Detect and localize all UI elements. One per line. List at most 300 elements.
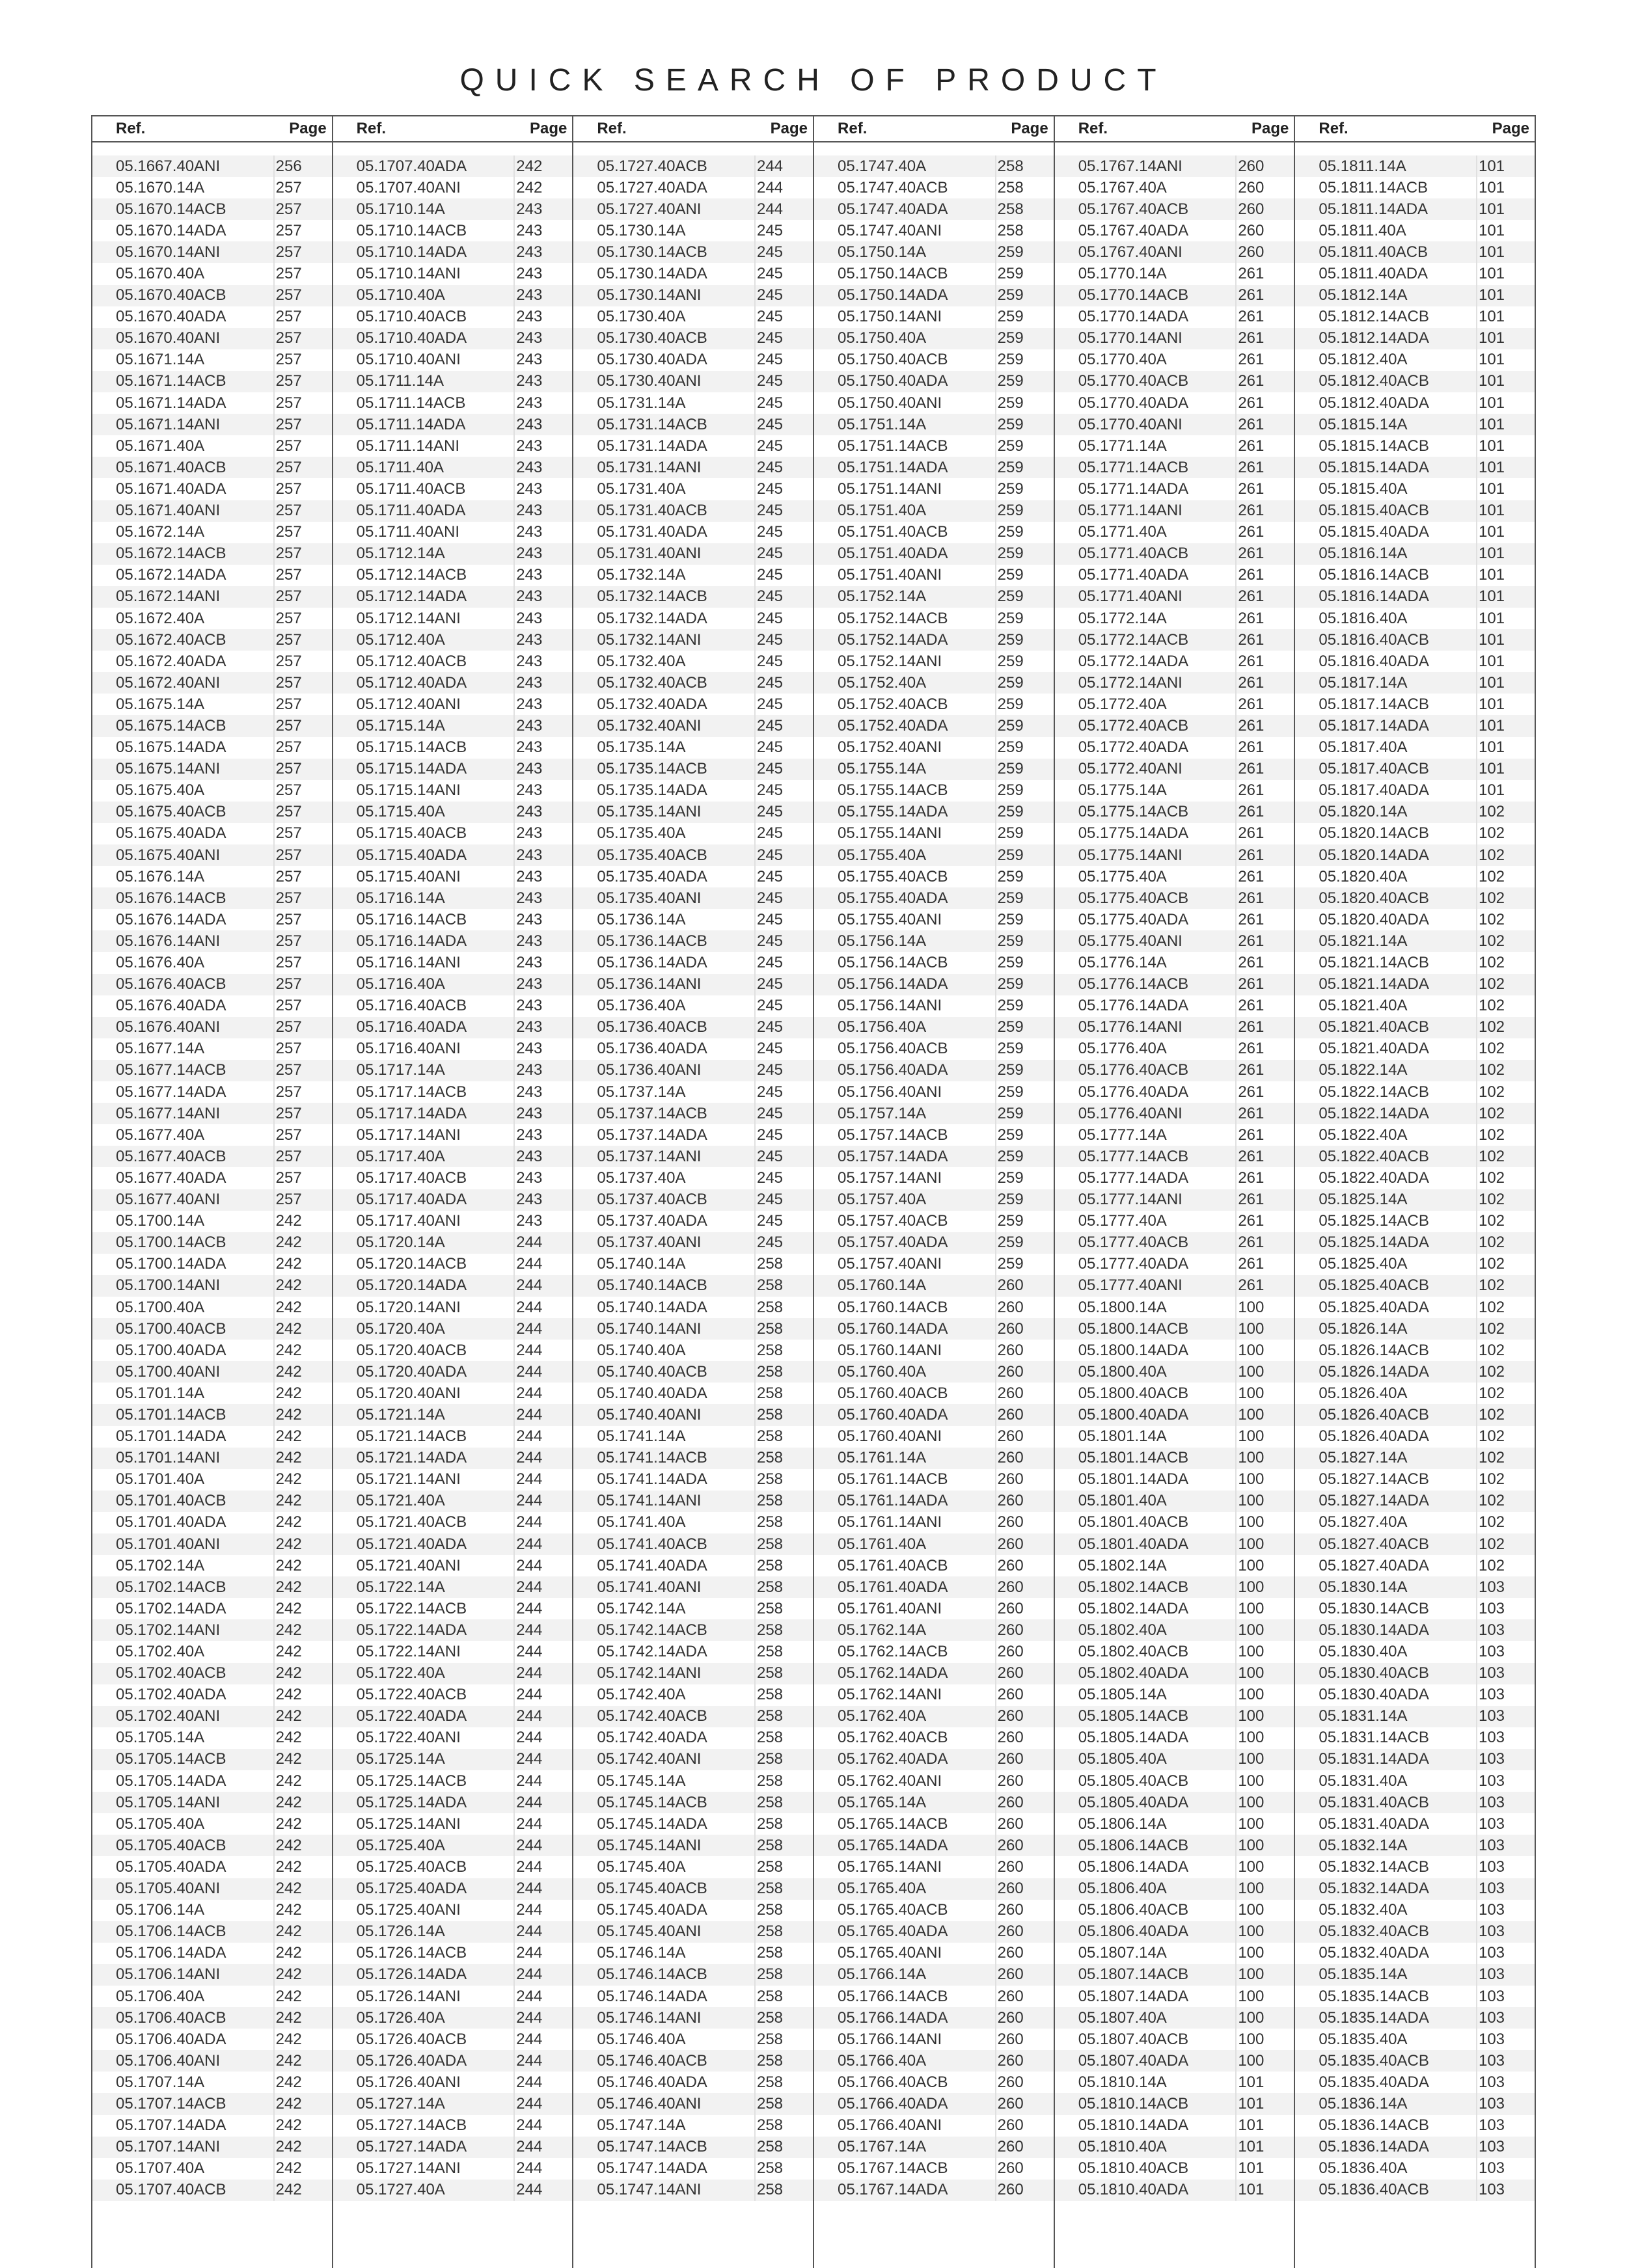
ref-cell: 05.1762.40A — [838, 1707, 927, 1725]
table-row — [92, 1124, 332, 1146]
page-cell: 261 — [1235, 737, 1294, 759]
ref-cell: 05.1830.40ADA — [1319, 1686, 1429, 1704]
page-cell: 259 — [995, 263, 1054, 284]
ref-cell: 05.1812.14ACB — [1319, 308, 1429, 326]
page-cell: 243 — [513, 995, 572, 1017]
table-row — [333, 1856, 573, 1878]
table-row — [573, 2093, 813, 2114]
table-row — [573, 1619, 813, 1641]
table-row — [1295, 155, 1535, 177]
ref-cell: 05.1740.40ADA — [597, 1384, 707, 1402]
ref-cell: 05.1731.14A — [597, 394, 686, 412]
page-cell: 242 — [273, 2115, 332, 2137]
table-row — [573, 1964, 813, 1986]
page-cell: 257 — [273, 1060, 332, 1081]
page-cell: 245 — [754, 522, 813, 543]
page-cell: 257 — [273, 629, 332, 651]
page-cell: 260 — [995, 1318, 1054, 1340]
table-row — [814, 392, 1054, 414]
page-cell: 259 — [995, 1038, 1054, 1060]
ref-header: Ref. — [1078, 120, 1108, 137]
table-row — [1055, 1340, 1294, 1361]
page-cell: 257 — [273, 478, 332, 500]
table-row — [333, 651, 573, 672]
ref-cell: 05.1675.14ANI — [116, 760, 221, 778]
ref-cell: 05.1766.14ANI — [838, 2030, 942, 2048]
page-cell: 260 — [995, 1555, 1054, 1576]
table-row — [1295, 1641, 1535, 1662]
table-row — [1295, 2093, 1535, 2114]
table-row — [1055, 780, 1294, 802]
table-row — [1055, 2093, 1294, 2114]
table-row — [1055, 1081, 1294, 1103]
table-row — [1295, 1663, 1535, 1684]
table-row — [814, 1383, 1054, 1404]
ref-cell: 05.1727.40ADA — [597, 178, 707, 196]
table-row — [1295, 866, 1535, 887]
ref-cell: 05.1715.14A — [356, 716, 445, 735]
ref-cell: 05.1735.40ACB — [597, 846, 707, 864]
page-cell: 244 — [513, 1706, 572, 1727]
page-cell: 260 — [995, 1469, 1054, 1491]
table-row — [1055, 952, 1294, 973]
page-cell: 244 — [513, 1598, 572, 1619]
table-row — [814, 802, 1054, 823]
page-cell: 259 — [995, 909, 1054, 930]
page-cell: 258 — [754, 2029, 813, 2050]
ref-cell: 05.1707.40A — [116, 2159, 205, 2178]
page-cell: 100 — [1235, 2029, 1294, 2050]
table-row — [1295, 198, 1535, 220]
ref-cell: 05.1815.40ADA — [1319, 523, 1429, 541]
ref-cell: 05.1732.40A — [597, 652, 686, 670]
ref-cell: 05.1725.40ADA — [356, 1880, 467, 1898]
ref-cell: 05.1716.40ANI — [356, 1040, 461, 1058]
page-cell: 102 — [1476, 909, 1535, 930]
page-cell: 243 — [513, 1038, 572, 1060]
ref-cell: 05.1752.40ANI — [838, 738, 942, 757]
ref-cell: 05.1821.14ADA — [1319, 975, 1429, 993]
ref-cell: 05.1732.40ANI — [597, 716, 702, 735]
page-cell: 243 — [513, 1017, 572, 1038]
table-row — [814, 930, 1054, 952]
ref-cell: 05.1767.14ADA — [838, 2181, 948, 2199]
table-row — [333, 1555, 573, 1576]
page-cell: 260 — [995, 1813, 1054, 1835]
table-row — [1295, 2180, 1535, 2201]
page-cell: 243 — [513, 759, 572, 780]
page-cell: 245 — [754, 1167, 813, 1189]
page-cell: 260 — [995, 1900, 1054, 1921]
ref-cell: 05.1822.40A — [1319, 1126, 1408, 1144]
page-cell: 260 — [995, 1361, 1054, 1383]
ref-cell: 05.1836.40ACB — [1319, 2181, 1429, 2199]
table-row — [92, 349, 332, 371]
table-row — [1295, 1684, 1535, 1706]
table-row — [1055, 715, 1294, 736]
table-row — [573, 1878, 813, 1900]
ref-cell: 05.1741.14ANI — [597, 1492, 702, 1510]
table-row — [1055, 543, 1294, 565]
ref-cell: 05.1720.40ANI — [356, 1384, 461, 1402]
ref-cell: 05.1772.40ADA — [1078, 738, 1189, 757]
page-cell: 245 — [754, 478, 813, 500]
table-row — [92, 1900, 332, 1921]
page-cell: 257 — [273, 198, 332, 220]
table-row — [333, 1619, 573, 1641]
ref-cell: 05.1701.14ACB — [116, 1405, 226, 1424]
table-row — [814, 2007, 1054, 2029]
page-cell: 260 — [995, 2137, 1054, 2158]
table-row — [92, 1340, 332, 1361]
table-row — [573, 478, 813, 500]
ref-cell: 05.1827.40ACB — [1319, 1535, 1429, 1553]
page-cell: 257 — [273, 909, 332, 930]
ref-cell: 05.1721.14ADA — [356, 1449, 467, 1467]
ref-cell: 05.1831.14A — [1319, 1707, 1408, 1725]
page-cell: 245 — [754, 457, 813, 478]
page-cell: 245 — [754, 586, 813, 608]
table-row — [1295, 1533, 1535, 1555]
table-row — [573, 1254, 813, 1275]
ref-cell: 05.1760.40ACB — [838, 1384, 948, 1402]
page-cell: 260 — [995, 1663, 1054, 1684]
table-row — [1295, 1727, 1535, 1749]
ref-cell: 05.1761.14A — [838, 1449, 927, 1467]
table-row — [814, 1167, 1054, 1189]
ref-cell: 05.1725.40ACB — [356, 1857, 467, 1876]
ref-cell: 05.1737.40A — [597, 1168, 686, 1187]
ref-cell: 05.1705.40ACB — [116, 1836, 226, 1854]
ref-cell: 05.1716.14ACB — [356, 910, 467, 928]
ref-cell: 05.1800.40A — [1078, 1362, 1167, 1381]
ref-cell: 05.1801.40A — [1078, 1492, 1167, 1510]
ref-cell: 05.1756.14ADA — [838, 975, 948, 993]
page-cell: 103 — [1476, 1856, 1535, 1878]
table-row — [92, 1211, 332, 1232]
table-row — [92, 1706, 332, 1727]
ref-cell: 05.1736.40ANI — [597, 1061, 702, 1079]
ref-cell: 05.1761.40ANI — [838, 1599, 942, 1617]
table-row — [333, 672, 573, 694]
page-cell: 244 — [513, 1964, 572, 1986]
ref-cell: 05.1740.14A — [597, 1255, 686, 1273]
page-header: Page — [529, 120, 567, 137]
index-column — [814, 116, 1055, 2268]
page-cell: 102 — [1476, 1189, 1535, 1211]
ref-cell: 05.1757.14ADA — [838, 1147, 948, 1165]
ref-cell: 05.1836.14ADA — [1319, 2138, 1429, 2156]
page-cell: 242 — [273, 2180, 332, 2201]
table-row — [573, 2180, 813, 2201]
page-cell: 101 — [1476, 522, 1535, 543]
table-row — [92, 1727, 332, 1749]
table-row — [92, 371, 332, 392]
ref-cell: 05.1760.40ANI — [838, 1427, 942, 1446]
ref-cell: 05.1711.14ACB — [356, 394, 466, 412]
page-cell: 261 — [1235, 1017, 1294, 1038]
page-cell: 242 — [273, 1297, 332, 1318]
table-row — [573, 1383, 813, 1404]
page-cell: 101 — [1476, 220, 1535, 241]
ref-cell: 05.1816.14ADA — [1319, 587, 1429, 606]
table-row — [1055, 155, 1294, 177]
page-cell: 261 — [1235, 909, 1294, 930]
table-row — [1295, 371, 1535, 392]
page-cell: 261 — [1235, 1254, 1294, 1275]
ref-cell: 05.1747.14ADA — [597, 2159, 707, 2178]
table-row — [333, 1038, 573, 1060]
ref-cell: 05.1727.40A — [356, 2181, 445, 2199]
ref-cell: 05.1742.40ADA — [597, 1729, 707, 1747]
page-cell: 260 — [995, 1448, 1054, 1469]
page-cell: 258 — [754, 1856, 813, 1878]
ref-cell: 05.1702.40A — [116, 1643, 205, 1661]
ref-cell: 05.1725.40ANI — [356, 1901, 461, 1919]
ref-cell: 05.1765.40ADA — [838, 1923, 948, 1941]
table-row — [1055, 1448, 1294, 1469]
ref-cell: 05.1721.40ANI — [356, 1556, 461, 1574]
ref-cell: 05.1705.14ADA — [116, 1772, 226, 1790]
ref-cell: 05.1825.14ACB — [1319, 1212, 1429, 1230]
table-row — [92, 1275, 332, 1297]
page-cell: 242 — [273, 1749, 332, 1770]
ref-cell: 05.1705.14ACB — [116, 1750, 226, 1768]
page-cell: 242 — [273, 1943, 332, 1964]
ref-cell: 05.1726.14ADA — [356, 1965, 467, 1984]
ref-cell: 05.1762.40ANI — [838, 1772, 942, 1790]
page-cell: 102 — [1476, 930, 1535, 952]
table-row — [573, 1749, 813, 1770]
ref-cell: 05.1757.14ACB — [838, 1126, 948, 1144]
table-row — [333, 1383, 573, 1404]
table-row — [1055, 2072, 1294, 2093]
table-row — [573, 1124, 813, 1146]
page-cell: 100 — [1235, 1533, 1294, 1555]
page-cell: 244 — [513, 2072, 572, 2093]
ref-cell: 05.1770.14ACB — [1078, 286, 1189, 304]
table-row — [333, 2093, 573, 2114]
ref-cell: 05.1800.14ACB — [1078, 1319, 1189, 1338]
ref-cell: 05.1767.14A — [838, 2138, 927, 2156]
table-row — [814, 478, 1054, 500]
ref-cell: 05.1772.40ACB — [1078, 716, 1189, 735]
page-cell: 101 — [1476, 651, 1535, 672]
ref-cell: 05.1807.14A — [1078, 1944, 1167, 1962]
table-row — [573, 1297, 813, 1318]
page-cell: 100 — [1235, 1770, 1294, 1792]
ref-cell: 05.1705.40ANI — [116, 1880, 221, 1898]
page-cell: 259 — [995, 1189, 1054, 1211]
table-row — [573, 629, 813, 651]
ref-cell: 05.1736.14ACB — [597, 932, 707, 950]
table-row — [92, 737, 332, 759]
page-cell: 243 — [513, 715, 572, 736]
ref-cell: 05.1700.14A — [116, 1212, 205, 1230]
page-cell: 244 — [513, 1835, 572, 1856]
table-row — [333, 1103, 573, 1124]
page-cell: 244 — [513, 2007, 572, 2029]
page-cell: 244 — [513, 1426, 572, 1448]
ref-cell: 05.1736.14ANI — [597, 975, 702, 993]
page-cell: 242 — [273, 1663, 332, 1684]
ref-cell: 05.1706.14ADA — [116, 1944, 226, 1962]
ref-cell: 05.1750.14A — [838, 243, 927, 261]
ref-cell: 05.1727.14ANI — [356, 2159, 461, 2178]
ref-cell: 05.1747.40ADA — [838, 200, 948, 218]
ref-cell: 05.1831.40A — [1319, 1772, 1408, 1790]
page-cell: 243 — [513, 694, 572, 715]
page-cell: 257 — [273, 586, 332, 608]
page-cell: 259 — [995, 952, 1054, 973]
table-row — [814, 823, 1054, 844]
table-row — [1295, 952, 1535, 973]
table-row — [1055, 1189, 1294, 1211]
page-cell: 103 — [1476, 1900, 1535, 1921]
page-cell: 242 — [273, 1426, 332, 1448]
page-cell: 258 — [754, 2115, 813, 2137]
table-row — [333, 1469, 573, 1491]
ref-cell: 05.1671.14ADA — [116, 394, 226, 412]
page-cell: 257 — [273, 435, 332, 457]
table-row — [333, 1684, 573, 1706]
page-cell: 261 — [1235, 306, 1294, 328]
table-row — [333, 1512, 573, 1533]
column-header — [814, 116, 1054, 142]
page-cell: 242 — [273, 1555, 332, 1576]
table-row — [333, 1167, 573, 1189]
page-cell: 102 — [1476, 1448, 1535, 1469]
table-row — [92, 1167, 332, 1189]
table-row — [1055, 2137, 1294, 2158]
ref-cell: 05.1700.14ACB — [116, 1234, 226, 1252]
table-row — [814, 1813, 1054, 1835]
table-row — [1055, 909, 1294, 930]
page-cell: 259 — [995, 414, 1054, 435]
ref-cell: 05.1721.14ANI — [356, 1470, 461, 1489]
page-cell: 242 — [273, 1921, 332, 1943]
table-row — [1055, 371, 1294, 392]
page-cell: 242 — [273, 1211, 332, 1232]
table-row — [333, 1189, 573, 1211]
table-row — [1295, 1275, 1535, 1297]
table-row — [1295, 1555, 1535, 1576]
ref-cell: 05.1746.14ACB — [597, 1965, 707, 1984]
table-row — [1055, 608, 1294, 629]
ref-cell: 05.1817.40A — [1319, 738, 1408, 757]
ref-cell: 05.1805.14ADA — [1078, 1729, 1189, 1747]
table-row — [1295, 435, 1535, 457]
ref-cell: 05.1741.40ACB — [597, 1535, 707, 1553]
ref-cell: 05.1732.14ACB — [597, 587, 707, 606]
ref-cell: 05.1672.14A — [116, 523, 205, 541]
table-row — [573, 1813, 813, 1835]
page-cell: 243 — [513, 866, 572, 887]
page-cell: 243 — [513, 586, 572, 608]
ref-cell: 05.1707.14A — [116, 2073, 205, 2091]
ref-cell: 05.1832.40ACB — [1319, 1923, 1429, 1941]
page-cell: 258 — [754, 1727, 813, 1749]
ref-cell: 05.1827.14A — [1319, 1449, 1408, 1467]
ref-cell: 05.1816.40A — [1319, 609, 1408, 627]
ref-cell: 05.1745.40ANI — [597, 1923, 702, 1941]
table-row — [92, 1361, 332, 1383]
table-row — [92, 1297, 332, 1318]
ref-cell: 05.1717.40A — [356, 1147, 445, 1165]
ref-cell: 05.1701.14ANI — [116, 1449, 221, 1467]
page-cell: 244 — [513, 1921, 572, 1943]
ref-cell: 05.1802.14ACB — [1078, 1578, 1189, 1596]
page-cell: 260 — [995, 1576, 1054, 1598]
ref-cell: 05.1725.14ANI — [356, 1815, 461, 1833]
table-row — [92, 1921, 332, 1943]
page-cell: 244 — [513, 1491, 572, 1512]
ref-cell: 05.1776.14ANI — [1078, 1018, 1183, 1036]
table-row — [92, 1619, 332, 1641]
page-cell: 245 — [754, 608, 813, 629]
ref-cell: 05.1745.14ADA — [597, 1815, 707, 1833]
ref-cell: 05.1807.14ADA — [1078, 1987, 1189, 2005]
ref-cell: 05.1770.14ANI — [1078, 329, 1183, 347]
table-row — [573, 155, 813, 177]
page-cell: 260 — [995, 1856, 1054, 1878]
table-row — [333, 2180, 573, 2201]
ref-cell: 05.1742.14ANI — [597, 1664, 702, 1682]
ref-cell: 05.1806.40A — [1078, 1880, 1167, 1898]
table-row — [92, 1641, 332, 1662]
table-row — [1055, 565, 1294, 586]
page-cell: 261 — [1235, 586, 1294, 608]
table-row — [1295, 823, 1535, 844]
table-row — [333, 2158, 573, 2180]
page-cell: 244 — [513, 1813, 572, 1835]
ref-cell: 05.1676.40A — [116, 954, 205, 972]
ref-cell: 05.1750.14ANI — [838, 308, 942, 326]
page-cell: 260 — [995, 1619, 1054, 1641]
ref-cell: 05.1672.14ACB — [116, 545, 226, 563]
ref-cell: 05.1720.14ADA — [356, 1276, 467, 1295]
table-row — [573, 1426, 813, 1448]
page-cell: 260 — [995, 1533, 1054, 1555]
table-row — [814, 1943, 1054, 1964]
table-row — [333, 1835, 573, 1856]
table-row — [333, 1813, 573, 1835]
page-cell: 242 — [273, 1770, 332, 1792]
page-cell: 245 — [754, 1232, 813, 1254]
ref-cell: 05.1736.14ADA — [597, 954, 707, 972]
ref-cell: 05.1670.40ADA — [116, 308, 226, 326]
ref-cell: 05.1777.14ACB — [1078, 1147, 1189, 1165]
ref-cell: 05.1807.40A — [1078, 2008, 1167, 2027]
ref-cell: 05.1711.40A — [356, 458, 444, 476]
ref-cell: 05.1826.14ADA — [1319, 1362, 1429, 1381]
page-cell: 245 — [754, 909, 813, 930]
table-row — [814, 1964, 1054, 1986]
table-row — [814, 1749, 1054, 1770]
page-cell: 257 — [273, 844, 332, 866]
table-row — [1055, 759, 1294, 780]
table-row — [333, 1254, 573, 1275]
ref-cell: 05.1731.40A — [597, 479, 686, 498]
ref-cell: 05.1746.14ANI — [597, 2008, 702, 2027]
table-row — [92, 909, 332, 930]
ref-cell: 05.1822.14A — [1319, 1061, 1408, 1079]
page-cell: 260 — [1235, 220, 1294, 241]
ref-cell: 05.1767.40ADA — [1078, 221, 1189, 239]
page-cell: 245 — [754, 1189, 813, 1211]
ref-cell: 05.1707.40ACB — [116, 2181, 226, 2199]
table-row — [333, 909, 573, 930]
